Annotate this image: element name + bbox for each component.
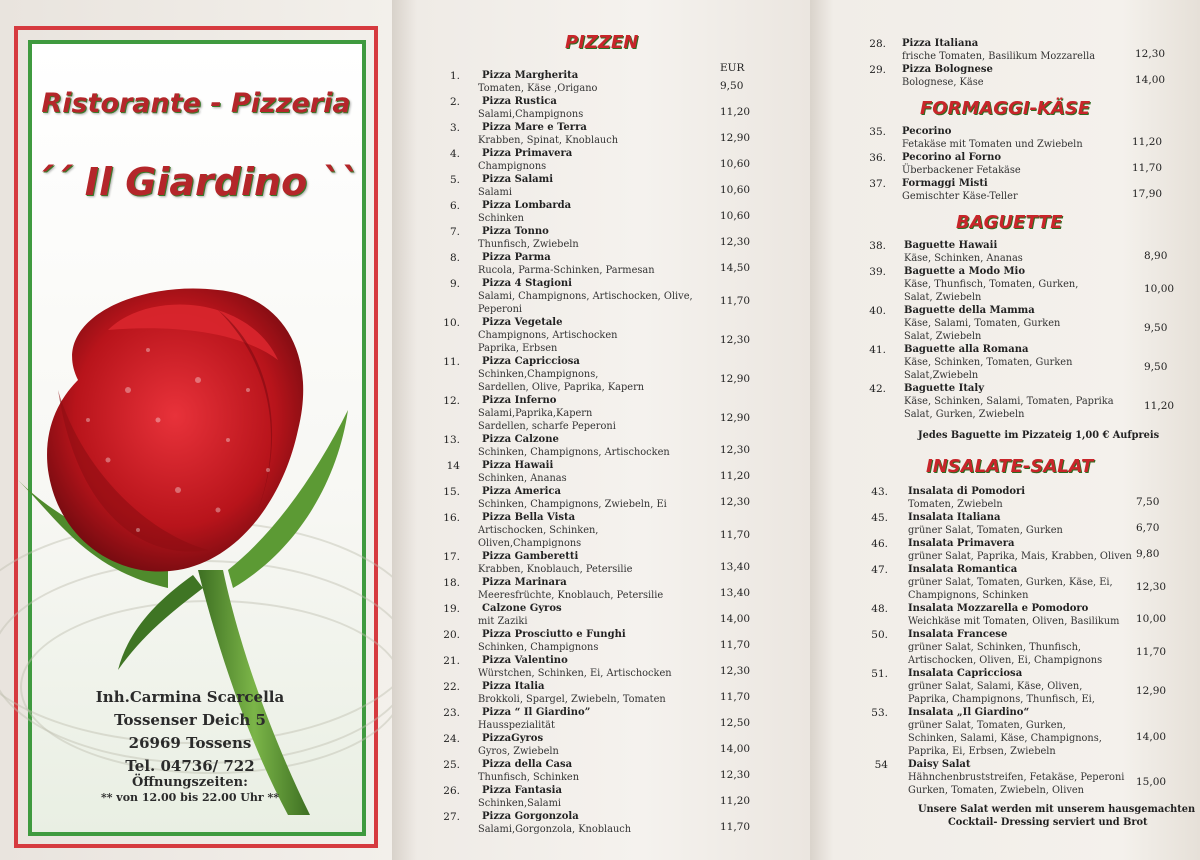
item-number: 39. xyxy=(869,266,886,278)
item-description: Peperoni xyxy=(478,304,523,315)
item-price: 12,30 xyxy=(720,444,751,457)
item-name: Calzone Gyros xyxy=(482,603,562,614)
item-price: 11,20 xyxy=(1144,400,1175,413)
item-name: Pizza Capricciosa xyxy=(482,356,580,367)
item-price: 9,50 xyxy=(1144,361,1168,374)
section-heading-formaggi: FORMAGGI-KÄSE xyxy=(920,98,1091,119)
item-name: Pizza Parma xyxy=(482,252,551,263)
item-description: Käse, Salami, Tomaten, Gurken xyxy=(904,318,1061,329)
item-number: 12. xyxy=(443,395,460,407)
item-description: Thunfisch, Zwiebeln xyxy=(478,239,579,250)
item-description: frische Tomaten, Basilikum Mozzarella xyxy=(902,51,1096,62)
item-price: 17,90 xyxy=(1132,188,1163,201)
item-price: 11,70 xyxy=(720,295,751,308)
item-name: Pecorino xyxy=(902,126,952,137)
item-price: 10,60 xyxy=(720,184,751,197)
opening-hours-label: Öffnungszeiten: xyxy=(132,775,248,790)
item-price: 14,00 xyxy=(1136,731,1167,744)
item-description: Sardellen, Olive, Paprika, Kapern xyxy=(478,382,645,393)
item-description: Artischocken, Oliven, Ei, Champignons xyxy=(908,655,1103,666)
item-number: 38. xyxy=(869,240,886,252)
item-number: 46. xyxy=(871,538,888,550)
item-number: 26. xyxy=(443,785,460,797)
item-number: 29. xyxy=(869,64,886,76)
salad-note: Cocktail- Dressing serviert und Brot xyxy=(948,817,1148,828)
item-price: 14,00 xyxy=(720,613,751,626)
item-description: Salami xyxy=(478,187,512,198)
item-name: Pizza Gorgonzola xyxy=(482,811,579,822)
item-description: Hähnchenbruststreifen, Fetakäse, Peperoni xyxy=(908,772,1125,783)
item-name: Insalata Capricciosa xyxy=(908,668,1023,679)
item-price: 12,30 xyxy=(720,236,751,249)
item-description: Champignons, Artischocken xyxy=(478,330,618,341)
item-price: 11,70 xyxy=(720,529,751,542)
item-price: 10,00 xyxy=(1136,613,1167,626)
item-name: Pizza Fantasia xyxy=(482,785,562,796)
item-description: Salat,Zwiebeln xyxy=(904,370,979,381)
item-number: 2. xyxy=(449,96,460,108)
item-description: Tomaten, Käse ,Origano xyxy=(478,83,598,94)
section-heading-pizzen: PIZZEN xyxy=(565,32,639,53)
item-number: 19. xyxy=(443,603,460,615)
item-number: 22. xyxy=(443,681,460,693)
item-price: 10,60 xyxy=(720,210,751,223)
item-price: 10,00 xyxy=(1144,283,1175,296)
item-name: Pizza Calzone xyxy=(482,434,559,445)
item-name: Pizza Gamberetti xyxy=(482,551,579,562)
item-description: Paprika, Ei, Erbsen, Zwiebeln xyxy=(908,746,1056,757)
item-number: 8. xyxy=(449,252,460,264)
item-description: Weichkäse mit Tomaten, Oliven, Basilikum xyxy=(908,616,1120,627)
item-description: Käse, Schinken, Salami, Tomaten, Paprika xyxy=(904,396,1114,407)
restaurant-name: ´´ Il Giardino `` xyxy=(33,160,359,204)
item-number: 9. xyxy=(449,278,460,290)
item-description: Schinken, Ananas xyxy=(478,473,567,484)
item-number: 24. xyxy=(443,733,460,745)
item-number: 10. xyxy=(443,317,460,329)
item-description: Salami, Champignons, Artischocken, Olive, xyxy=(478,291,693,302)
street-address: Tossenser Deich 5 xyxy=(114,711,266,729)
item-description: Salami,Champignons xyxy=(478,109,584,120)
item-name: Pizza Vegetale xyxy=(482,317,563,328)
item-number: 21. xyxy=(443,655,460,667)
item-description: Champignons, Schinken xyxy=(908,590,1029,601)
item-description: Hausspezialität xyxy=(478,720,555,731)
item-description: Käse, Schinken, Ananas xyxy=(904,253,1023,264)
item-description: Salat, Zwiebeln xyxy=(904,292,982,303)
item-name: Pizza Salami xyxy=(482,174,553,185)
item-name: Formaggi Misti xyxy=(902,178,988,189)
item-number: 37. xyxy=(869,178,886,190)
item-description: Paprika, Champignons, Thunfisch, Ei, xyxy=(908,694,1095,705)
item-name: Pizza della Casa xyxy=(482,759,573,770)
item-description: Salat, Gurken, Zwiebeln xyxy=(904,409,1025,420)
item-description: Gurken, Tomaten, Zwiebeln, Oliven xyxy=(908,785,1084,796)
item-price: 14,50 xyxy=(720,262,751,275)
item-name: Insalata Romantica xyxy=(908,564,1018,575)
item-number: 5. xyxy=(449,174,460,186)
item-description: grüner Salat, Salami, Käse, Oliven, xyxy=(908,681,1083,692)
item-description: Bolognese, Käse xyxy=(902,77,984,88)
item-name: Baguette Italy xyxy=(904,383,985,394)
item-name: Pizza Italiana xyxy=(902,38,979,49)
item-description: Schinken, Champignons, Artischocken xyxy=(478,447,670,458)
item-number: 18. xyxy=(443,577,460,589)
item-price: 12,90 xyxy=(720,132,751,145)
item-name: Baguette alla Romana xyxy=(904,344,1029,355)
item-number: 25. xyxy=(443,759,460,771)
item-price: 12,90 xyxy=(720,412,751,425)
item-name: PizzaGyros xyxy=(482,733,544,744)
item-number: 42. xyxy=(869,383,886,395)
item-name: Insalata „Il Giardino“ xyxy=(908,707,1030,718)
item-name: Pecorino al Forno xyxy=(902,152,1002,163)
item-name: Pizza Mare e Terra xyxy=(482,122,587,133)
item-description: grüner Salat, Tomaten, Gurken xyxy=(908,525,1063,536)
item-description: Gemischter Käse-Teller xyxy=(902,191,1018,202)
item-description: Artischocken, Schinken, xyxy=(478,525,599,536)
item-number: 15. xyxy=(443,486,460,498)
item-description: Fetakäse mit Tomaten und Zwiebeln xyxy=(902,139,1083,150)
item-name: Pizza Hawaii xyxy=(482,460,554,471)
item-price: 11,70 xyxy=(720,639,751,652)
city-address: 26969 Tossens xyxy=(128,734,252,752)
item-price: 12,90 xyxy=(720,373,751,386)
item-price: 11,70 xyxy=(1136,646,1167,659)
item-number: 17. xyxy=(443,551,460,563)
item-name: Insalata Francese xyxy=(908,629,1008,640)
section-heading-insalate: INSALATE-SALAT xyxy=(926,456,1094,477)
item-name: Pizza Margherita xyxy=(482,70,579,81)
item-description: Schinken,Salami xyxy=(478,798,562,809)
item-name: Pizza Rustica xyxy=(482,96,557,107)
item-price: 6,70 xyxy=(1136,522,1160,535)
item-name: Insalata Italiana xyxy=(908,512,1001,523)
item-description: Krabben, Knoblauch, Petersilie xyxy=(478,564,633,575)
item-name: Pizza 4 Stagioni xyxy=(482,278,572,289)
item-name: Pizza Italia xyxy=(482,681,545,692)
item-description: Salat, Zwiebeln xyxy=(904,331,982,342)
item-description: Oliven,Champignons xyxy=(478,538,582,549)
item-number: 54 xyxy=(874,759,888,771)
item-description: Paprika, Erbsen xyxy=(478,343,558,354)
item-number: 43. xyxy=(871,486,888,498)
pizzen-panel xyxy=(392,0,810,860)
item-price: 14,00 xyxy=(1135,74,1166,86)
item-description: grüner Salat, Tomaten, Gurken, Käse, Ei, xyxy=(908,577,1113,588)
item-name: Pizza Bella Vista xyxy=(482,512,576,523)
item-price: 14,00 xyxy=(720,743,751,756)
item-number: 7. xyxy=(449,226,460,238)
item-price: 12,30 xyxy=(720,769,751,782)
item-number: 48. xyxy=(871,603,888,615)
item-description: Krabben, Spinat, Knoblauch xyxy=(478,135,619,146)
item-description: Thunfisch, Schinken xyxy=(478,772,580,783)
item-number: 53. xyxy=(871,707,888,719)
item-description: Schinken, Salami, Käse, Champignons, xyxy=(908,733,1102,744)
item-description: Käse, Thunfisch, Tomaten, Gurken, xyxy=(904,279,1079,290)
item-description: Champignons xyxy=(478,161,547,172)
item-price: 11,70 xyxy=(720,821,751,834)
item-price: 15,00 xyxy=(1136,776,1167,789)
item-name: Pizza Primavera xyxy=(482,148,573,159)
item-price: 12,30 xyxy=(720,496,751,509)
item-name: Baguette della Mamma xyxy=(904,305,1035,316)
owner-name: Inh.Carmina Scarcella xyxy=(95,688,285,706)
item-number: 14 xyxy=(446,460,460,472)
item-number: 6. xyxy=(449,200,460,212)
right-panel xyxy=(810,0,1200,860)
item-number: 11. xyxy=(443,356,460,368)
item-description: mit Zaziki xyxy=(478,616,528,627)
item-number: 41. xyxy=(869,344,886,356)
item-number: 51. xyxy=(871,668,888,680)
item-description: Salami,Paprika,Kapern xyxy=(478,408,593,419)
item-price: 9,80 xyxy=(1136,548,1160,561)
item-number: 27. xyxy=(443,811,460,823)
item-number: 36. xyxy=(869,152,886,164)
item-description: Brokkoli, Spargel, Zwiebeln, Tomaten xyxy=(478,694,666,705)
item-number: 35. xyxy=(869,126,886,138)
item-description: Gyros, Zwiebeln xyxy=(478,746,559,757)
item-description: Schinken,Champignons, xyxy=(478,369,599,380)
item-price: 12,30 xyxy=(720,665,751,678)
item-price: 9,50 xyxy=(720,80,744,93)
item-number: 13. xyxy=(443,434,460,446)
item-price: 11,70 xyxy=(1132,162,1163,175)
item-number: 23. xyxy=(443,707,460,719)
item-price: 12,50 xyxy=(720,717,751,730)
section-heading-baguette: BAGUETTE xyxy=(956,212,1063,233)
item-price: 12,30 xyxy=(720,334,751,347)
item-number: 28. xyxy=(869,38,886,50)
item-name: Insalata di Pomodori xyxy=(908,486,1026,497)
item-price: 11,20 xyxy=(1132,136,1163,149)
item-number: 4. xyxy=(449,148,460,160)
item-price: 8,90 xyxy=(1144,250,1168,263)
item-description: Schinken xyxy=(478,213,524,224)
item-number: 45. xyxy=(871,512,888,524)
item-name: Pizza Tonno xyxy=(482,226,549,237)
item-price: 10,60 xyxy=(720,158,751,171)
item-name: Pizza Valentino xyxy=(482,655,568,666)
baguette-note: Jedes Baguette im Pizzateig 1,00 € Aufpreis xyxy=(918,430,1160,441)
item-description: Schinken, Champignons xyxy=(478,642,599,653)
item-name: Baguette Hawaii xyxy=(904,240,998,251)
item-price: 11,20 xyxy=(720,470,751,483)
item-description: Tomaten, Zwiebeln xyxy=(908,499,1003,510)
restaurant-subtitle: Ristorante - Pizzeria xyxy=(41,88,351,119)
currency-label: EUR xyxy=(720,62,745,74)
opening-hours: ** von 12.00 bis 22.00 Uhr ** xyxy=(100,791,280,804)
item-number: 3. xyxy=(449,122,460,134)
cover-panel xyxy=(0,0,392,860)
salad-note: Unsere Salat werden mit unserem hausgemachten xyxy=(918,804,1196,815)
item-description: Rucola, Parma-Schinken, Parmesan xyxy=(478,265,655,276)
item-price: 12,30 xyxy=(1135,48,1166,60)
item-price: 13,40 xyxy=(720,587,751,600)
item-price: 9,50 xyxy=(1144,322,1168,335)
item-price: 7,50 xyxy=(1136,496,1160,509)
item-name: Pizza Inferno xyxy=(482,395,557,406)
phone-number: Tel. 04736/ 722 xyxy=(125,757,255,775)
item-price: 12,30 xyxy=(1136,581,1167,594)
item-name: Pizza Prosciutto e Funghi xyxy=(482,629,626,640)
item-name: Pizza America xyxy=(482,486,561,497)
item-name: Daisy Salat xyxy=(908,759,971,770)
item-price: 11,70 xyxy=(720,691,751,704)
item-price: 11,20 xyxy=(720,795,751,808)
item-description: Sardellen, scharfe Peperoni xyxy=(478,421,616,432)
item-number: 47. xyxy=(871,564,888,576)
item-description: Würstchen, Schinken, Ei, Artischocken xyxy=(478,668,672,679)
item-description: grüner Salat, Tomaten, Gurken, xyxy=(908,720,1066,731)
item-number: 1. xyxy=(449,70,460,82)
item-description: grüner Salat, Schinken, Thunfisch, xyxy=(908,642,1082,653)
item-description: Überbackener Fetakäse xyxy=(902,165,1021,176)
item-price: 12,90 xyxy=(1136,685,1167,698)
item-description: Salami,Gorgonzola, Knoblauch xyxy=(478,824,632,835)
item-name: Insalata Mozzarella e Pomodoro xyxy=(908,603,1089,614)
item-description: grüner Salat, Paprika, Mais, Krabben, Oliven xyxy=(908,551,1132,562)
item-name: Baguette a Modo Mio xyxy=(904,266,1026,277)
item-price: 13,40 xyxy=(720,561,751,574)
item-name: Pizza Lombarda xyxy=(482,200,572,211)
item-name: Insalata Primavera xyxy=(908,538,1015,549)
item-description: Käse, Schinken, Tomaten, Gurken xyxy=(904,357,1073,368)
item-name: Pizza Bolognese xyxy=(902,64,993,75)
item-number: 40. xyxy=(869,305,886,317)
item-number: 16. xyxy=(443,512,460,524)
item-number: 50. xyxy=(871,629,888,641)
item-description: Meeresfrüchte, Knoblauch, Petersilie xyxy=(478,590,664,601)
item-name: Pizza “ Il Giardino” xyxy=(482,707,591,718)
item-description: Schinken, Champignons, Zwiebeln, Ei xyxy=(478,499,667,510)
item-price: 11,20 xyxy=(720,106,751,119)
item-number: 20. xyxy=(443,629,460,641)
item-name: Pizza Marinara xyxy=(482,577,567,588)
